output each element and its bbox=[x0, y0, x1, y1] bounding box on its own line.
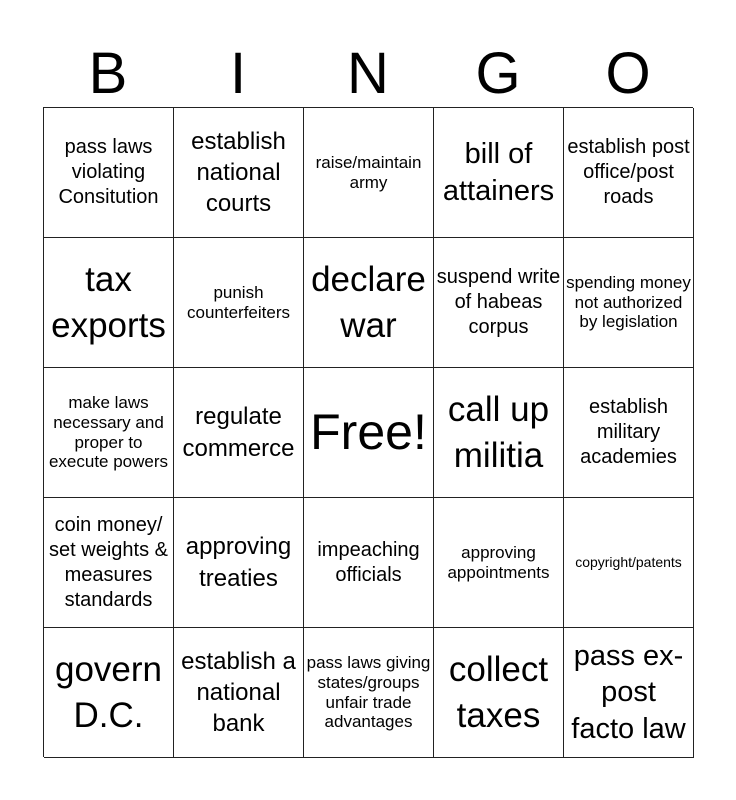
cell-text: suspend write of habeas corpus bbox=[436, 266, 561, 338]
bingo-cell[interactable] bbox=[174, 628, 304, 758]
bingo-cell[interactable] bbox=[44, 108, 174, 238]
bingo-cell[interactable] bbox=[434, 368, 564, 498]
bingo-cell[interactable] bbox=[434, 628, 564, 758]
cell-text: raise/maintain army bbox=[315, 152, 422, 192]
cell-text: make laws necessary and proper to execute powers bbox=[48, 393, 169, 472]
bingo-cell[interactable] bbox=[564, 368, 694, 498]
cell-text: establish post office/post roads bbox=[567, 136, 690, 208]
bingo-cell[interactable] bbox=[174, 498, 304, 628]
free-space-text: Free! bbox=[310, 403, 427, 460]
header-letter-o: O bbox=[605, 41, 651, 106]
cell-text: call up militia bbox=[447, 390, 550, 475]
bingo-cell[interactable] bbox=[174, 108, 304, 238]
cell-text: govern D.C. bbox=[54, 650, 163, 735]
cell-text: approving appointments bbox=[447, 542, 550, 582]
bingo-cell[interactable] bbox=[174, 368, 304, 498]
bingo-cell[interactable] bbox=[434, 108, 564, 238]
bingo-cell[interactable] bbox=[434, 498, 564, 628]
bingo-cell[interactable] bbox=[44, 628, 174, 758]
header-letter-i: I bbox=[229, 41, 247, 106]
bingo-cell[interactable] bbox=[44, 368, 174, 498]
cell-text: spending money not authorized by legislation bbox=[566, 273, 691, 332]
cell-text: pass ex-post facto law bbox=[571, 640, 686, 745]
cell-text: coin money/ set weights & measures standards bbox=[49, 513, 168, 611]
bingo-board bbox=[43, 107, 693, 757]
cell-text: pass laws violating Consitution bbox=[58, 136, 159, 208]
cell-text: regulate commerce bbox=[182, 403, 295, 462]
cell-text: establish military academies bbox=[580, 396, 677, 468]
bingo-cell[interactable] bbox=[174, 238, 304, 368]
bingo-cell[interactable] bbox=[304, 238, 434, 368]
bingo-cell[interactable] bbox=[564, 238, 694, 368]
header-letter-g: G bbox=[475, 41, 521, 106]
cell-text: punish counterfeiters bbox=[187, 282, 290, 322]
cell-text: copyright/patents bbox=[575, 554, 682, 571]
cell-text: pass laws giving states/groups unfair trade advantages bbox=[306, 653, 431, 732]
cell-text: establish a national bank bbox=[181, 647, 296, 738]
free-space-cell[interactable] bbox=[304, 368, 434, 498]
bingo-cell[interactable] bbox=[304, 628, 434, 758]
bingo-cell[interactable] bbox=[304, 108, 434, 238]
cell-text: impeaching officials bbox=[317, 538, 420, 586]
header-letter-b: B bbox=[88, 41, 128, 106]
cell-text: declare war bbox=[311, 260, 426, 345]
bingo-header bbox=[43, 40, 693, 108]
bingo-cell[interactable] bbox=[434, 238, 564, 368]
cell-text: approving treaties bbox=[185, 533, 292, 592]
bingo-cell[interactable] bbox=[564, 498, 694, 628]
header-letter-n: N bbox=[347, 41, 389, 106]
cell-text: bill of attainers bbox=[442, 138, 555, 207]
cell-text: establish national courts bbox=[191, 127, 286, 218]
cell-text: tax exports bbox=[51, 260, 166, 345]
bingo-cell[interactable] bbox=[564, 108, 694, 238]
bingo-cell[interactable] bbox=[44, 498, 174, 628]
bingo-cell[interactable] bbox=[304, 498, 434, 628]
bingo-cell[interactable] bbox=[44, 238, 174, 368]
bingo-cell[interactable] bbox=[564, 628, 694, 758]
cell-text: collect taxes bbox=[448, 650, 549, 735]
